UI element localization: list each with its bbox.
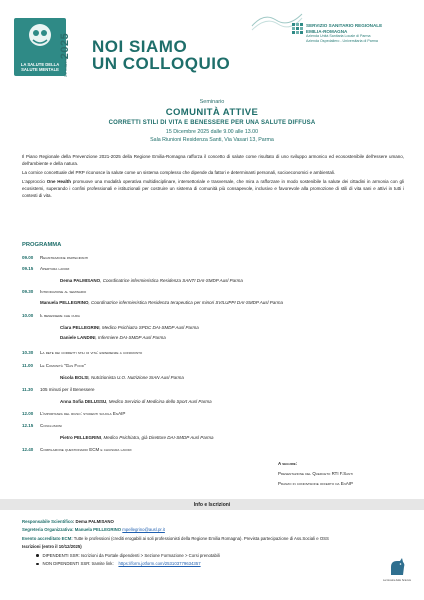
header: [0, 0, 424, 86]
item-speaker: [60, 375, 184, 381]
dog-logo-icon: [385, 557, 409, 579]
speaker-name: Clara PELLEGRINI: [60, 325, 100, 330]
event-date: 15 Dicembre 2025 dalle 9.00 alle 13.00: [165, 129, 259, 135]
intro-p3-bold: One Health: [46, 178, 72, 184]
ecm-text: Tutte le professioni (crediti erogabili ai soli professionisti della Regione Emilia Romagna). Prevista partecipazione di Ass.Sociali e OSS: [72, 535, 329, 541]
intro-paragraph-2: La cornice concettuale del PRP riconosce la salute come un sistema complesso che dipende da fattori e determinanti personali, socioeconomici e ambientali.: [22, 170, 336, 176]
item-label: 105 minuti per il Benessere: [40, 387, 95, 392]
speaker-name: Nicola BOLSI: [60, 375, 89, 380]
iscrizioni-heading: Iscrizioni (entro il 10/12/2025): [22, 544, 82, 550]
item-label: Compilazione questionario ECM e chiusura lavori: [40, 447, 132, 452]
item-speaker: [60, 435, 213, 441]
info-bar: [0, 499, 424, 510]
speaker-name: Anna Sofia DELUSSU: [60, 399, 107, 404]
item-speaker: [40, 300, 283, 306]
bullet-1-text: DIPENDENTI SSR: Iscrizioni da Portale dipendenti > Sezione Formazione > Corsi prenotabili: [42, 552, 220, 558]
title-line-1: NOI SIAMO: [92, 37, 188, 56]
event-kicker: Seminario: [199, 99, 225, 105]
edition-year: [59, 20, 82, 78]
item-time: 12.00: [22, 411, 34, 416]
follow-line-2: Pranzo in condivisione offerto da EnAIP: [278, 481, 353, 486]
item-speaker: [60, 325, 199, 331]
bullet-icon: [36, 554, 39, 557]
ssr-line-1: SERVIZIO SANITARIO REGIONALE: [306, 23, 383, 28]
footer-logo: [382, 557, 412, 585]
speaker-role: , Medico Servizio di Medicina dello Sport Ausl Parma: [106, 399, 212, 404]
speaker-role: , Medico Psichiatra, già Direttore DAI-SMDP Ausl Parma: [101, 435, 214, 440]
speaker-role: , Nutrizionista U.O. Nutrizione SIAN Ausl Parma: [88, 375, 184, 380]
campaign-title: [92, 38, 230, 72]
item-label: Registrazione partecipanti: [40, 255, 89, 260]
registration-link[interactable]: https://form.jotform.com/253103779634357: [118, 561, 201, 567]
item-time: 11.30: [22, 387, 34, 392]
item-label: Conclusioni: [40, 423, 62, 428]
ecm-line: [22, 535, 412, 543]
speaker-role: , Infermiere DAI-SMDP Ausl Parma: [95, 335, 166, 340]
item-label: Le Comunità "Gas Food": [40, 363, 86, 368]
speaker-name: Dema PALMISANO: [60, 278, 101, 283]
logo-head-icon: [14, 18, 66, 58]
org-email-link[interactable]: mpellegrino@ausl.pr.it: [122, 527, 165, 533]
resp-value: : Dema PALMISANO: [72, 519, 114, 524]
item-speaker: [60, 399, 212, 405]
edition-text: XV edizione: [63, 55, 69, 78]
programme-title: PROGRAMMA: [22, 242, 62, 248]
follow-line-1: Presentazione del Querceto RTI F.Santi: [278, 471, 353, 476]
event-venue: Sala Riunioni Residenza Santi, Via Vasari 13, Parma: [150, 137, 274, 143]
item-label: La rete dei corretti stili di vita: esperienze a confronto: [40, 350, 143, 355]
item-label: Il benessere che cura: [40, 313, 80, 318]
item-time: 12.40: [22, 447, 34, 452]
speaker-name: Daniele LANDINI: [60, 335, 96, 340]
event-subtitle: CORRETTI STILI DI VITA E BENESSERE PER UNA SALUTE DIFFUSA: [108, 120, 316, 126]
item-time: 09.15: [22, 266, 34, 271]
item-speaker: [60, 278, 243, 284]
info-bar-title: Info e Iscrizioni: [193, 501, 231, 508]
speaker-role: , Coordinatrice infermieristica Residenza SANTI DAI-SMDP Ausl Parma: [100, 278, 243, 283]
intro-text: [22, 153, 404, 201]
intro-p3-post: promuove una modalità operativa multidisciplinare, intersettoriale e trasversale, che mira a rafforzare in modo sostenibile la salute dei cittadini in armonia con gli ecosistemi, superando i confini professionali e istituzionali per costruire un sistema di comunità più consapevole, inclusivo e favorevole alla promozione di stili di vita sani e attivi in tutti i contesti di vita.: [22, 178, 404, 199]
item-time: 09.30: [22, 289, 34, 294]
item-time: 12.15: [22, 423, 34, 428]
org-label: Segreteria Organizzativa: Manuela PELLEGRINO: [22, 527, 122, 533]
event-name: COMUNITÀ ATTIVE: [165, 107, 259, 118]
ssr-line-4: Azienda Ospedaliero - Universitaria di Parma: [306, 38, 378, 43]
speaker-name: Pietro PELLEGRINI: [60, 435, 102, 440]
bullet-2-text: NON DIPENDENTI SSR: tramite link:: [42, 561, 114, 567]
resp-label: Responsabile Scientifico: [22, 519, 73, 524]
item-time: 10.00: [22, 313, 34, 318]
bullet-non-dipendenti: [22, 560, 412, 568]
intro-paragraph-1: Il Piano Regionale della Prevenzione 2021-2025 della Regione Emilia-Romagna rafforza il concetto di salute come risultato di uno sviluppo armonico ed ecosostenibile dell'essere umano, dell'ambiente e della natura.: [22, 154, 404, 167]
ssr-line-3: Azienda Unità Sanitaria Locale di Parma: [306, 34, 371, 38]
follow-heading: A seguire:: [278, 461, 298, 466]
follow-block: [278, 459, 418, 489]
resp-line: [22, 518, 412, 526]
item-label: Apertura lavori: [40, 266, 70, 271]
footer-logo-caption: La Giostra delle Scienze: [382, 579, 412, 582]
ssr-line-2: EMILIA-ROMAGNA: [306, 28, 348, 34]
bullet-dipendenti: [22, 552, 412, 560]
item-label: Introduzione al seminario: [40, 289, 87, 294]
ecm-label: Evento accreditato ECM:: [22, 535, 73, 541]
intro-paragraph-3: [22, 178, 404, 200]
info-section: [22, 518, 412, 568]
speaker-role: , Coordinatrice infermieristica Residenza terapeutica per minori SVILUPPI DAI-SMDP Ausl Parma: [88, 300, 284, 305]
item-speaker: [60, 335, 166, 341]
item-time: 09.00: [22, 255, 34, 260]
title-line-2: UN COLLOQUIO: [92, 54, 231, 73]
speaker-name: Manuela PELLEGRINO: [40, 300, 89, 305]
intro-p3-pre: L'approccio: [22, 178, 47, 184]
logo-label: LA SALUTE DELLA SALUTE MENTALE: [20, 62, 60, 72]
org-line: [22, 526, 412, 534]
ssr-block: [306, 23, 422, 43]
ssr-logo-icon: [292, 23, 303, 35]
bullet-icon: [36, 563, 39, 566]
item-time: 10.30: [22, 350, 34, 355]
speaker-role: , Medico Psichiatra SPDC DAI-SMDP Ausl Parma: [99, 325, 199, 330]
year-text: 2025: [59, 32, 72, 60]
iscrizioni-line: [22, 543, 412, 551]
item-time: 11.00: [22, 363, 34, 368]
item-label: L'importanza del riuso: studenti scuola EnAIP: [40, 411, 126, 416]
